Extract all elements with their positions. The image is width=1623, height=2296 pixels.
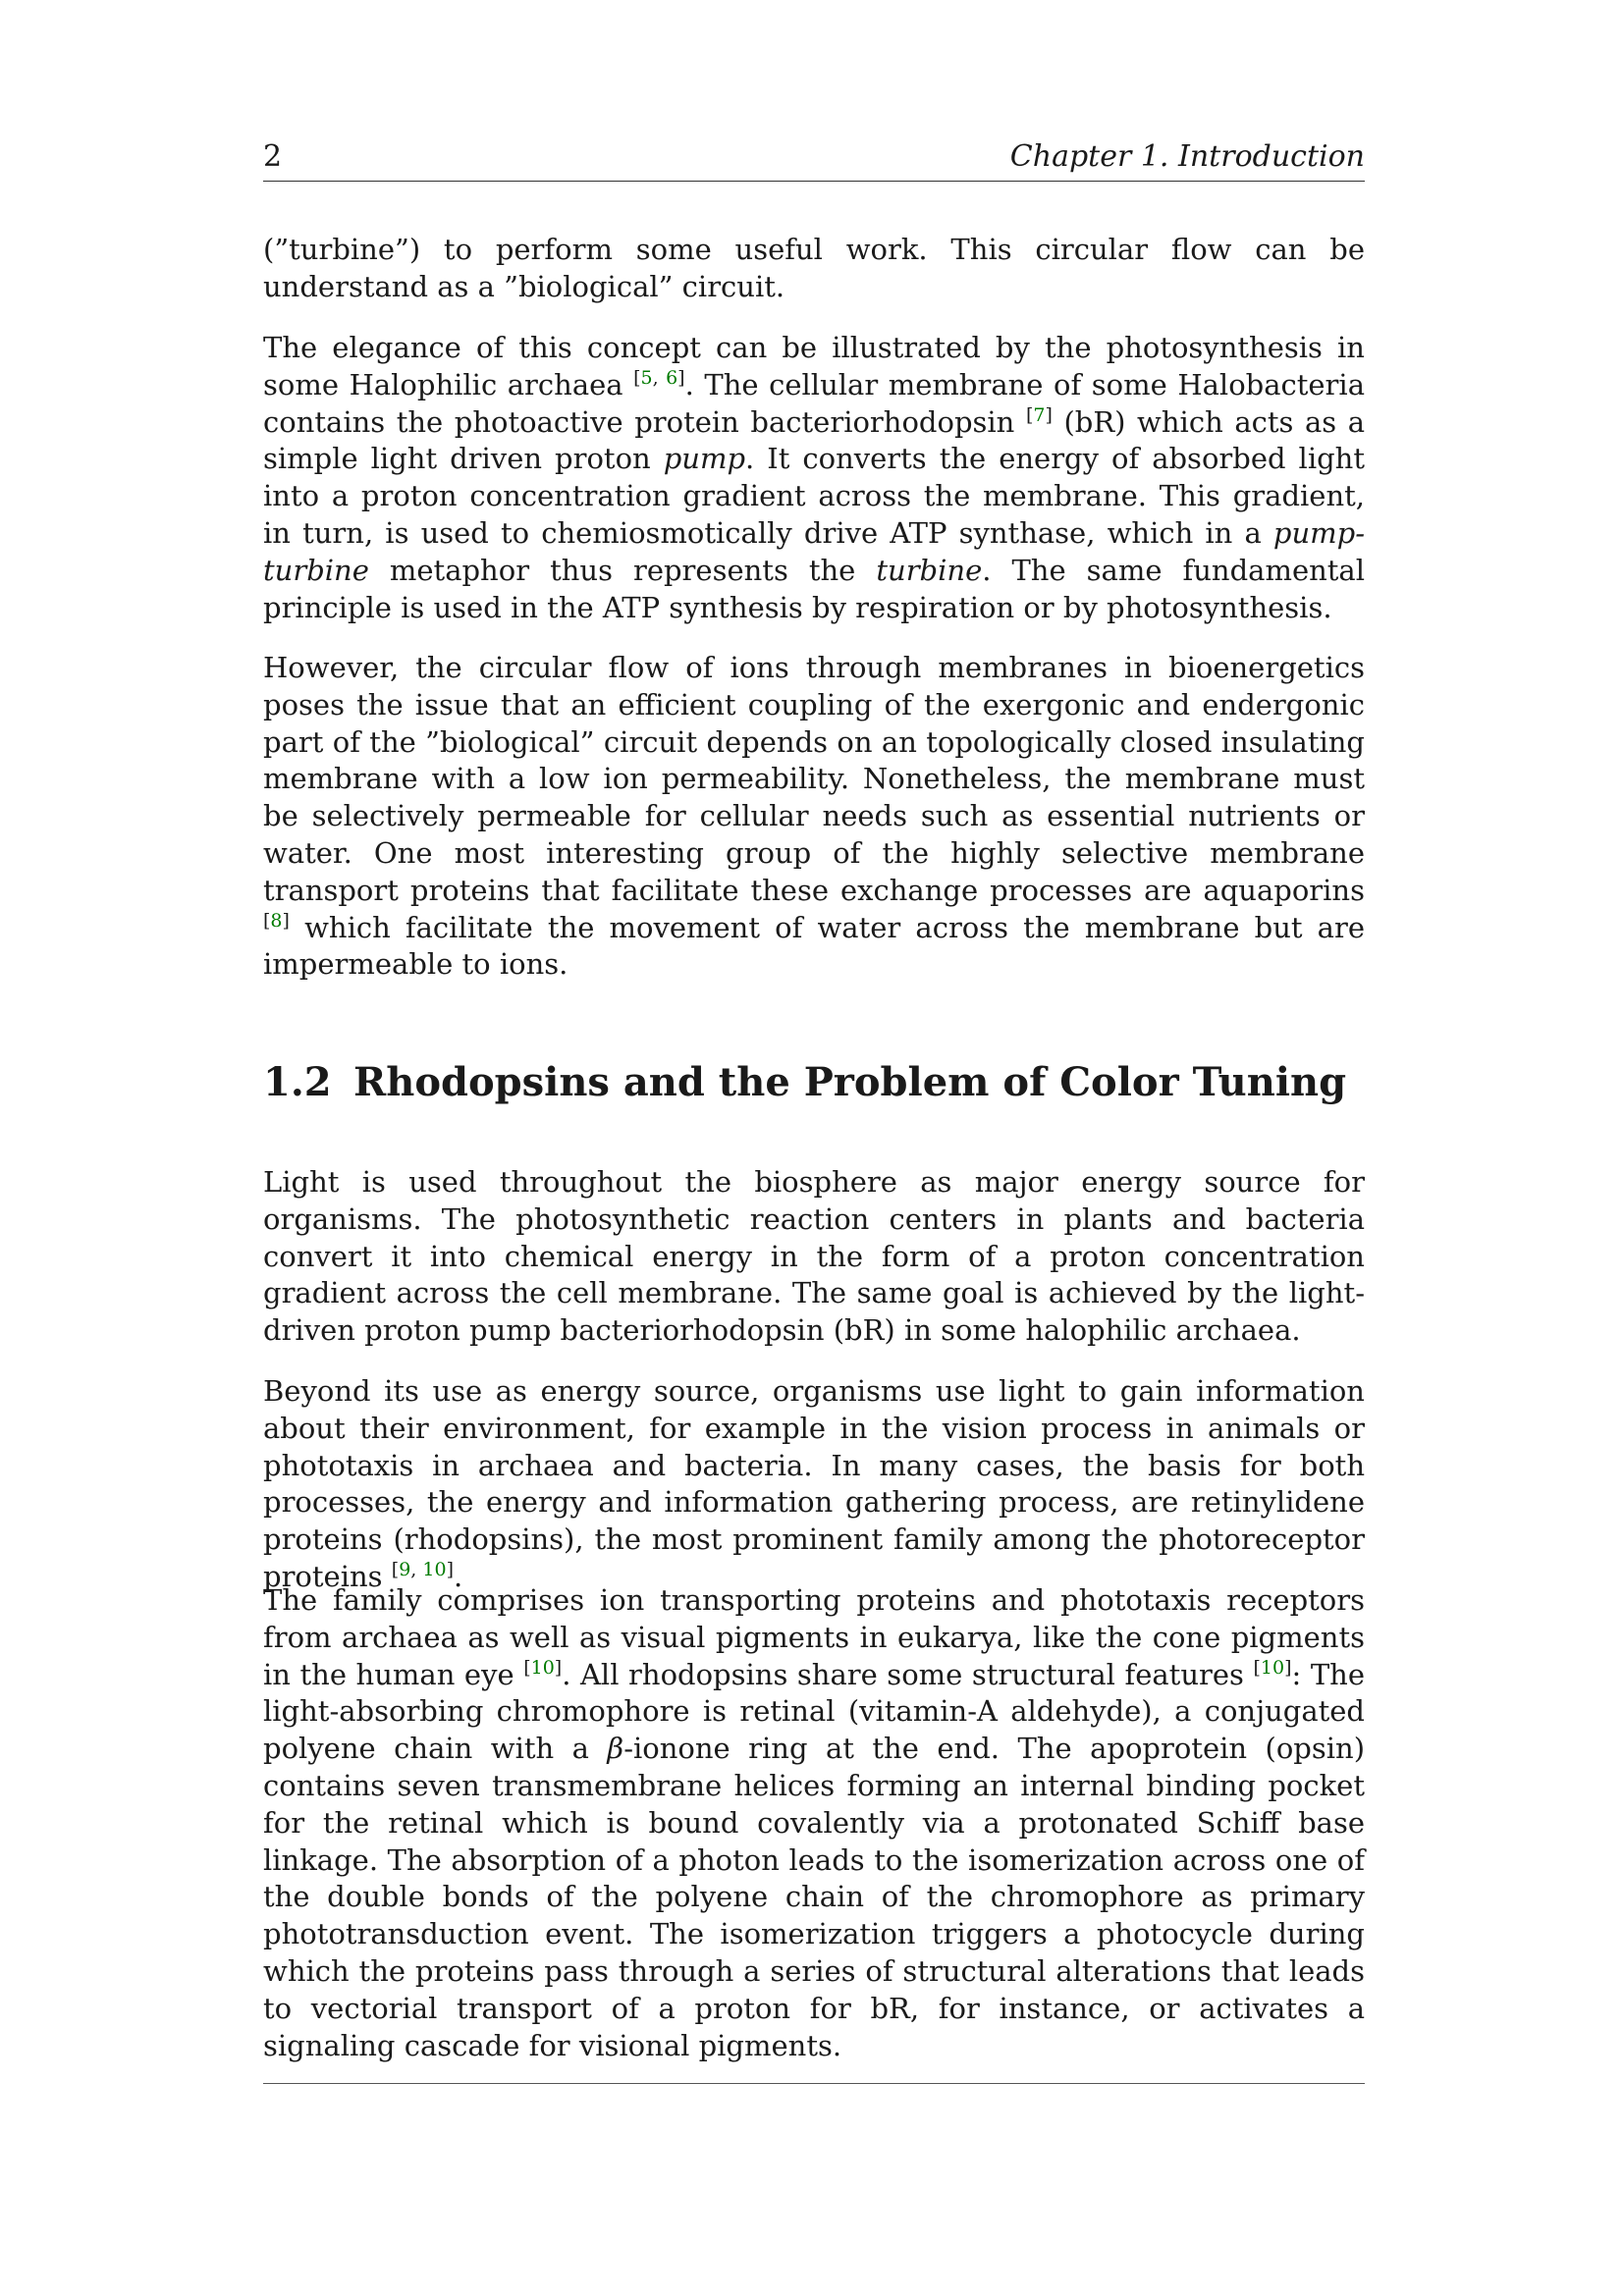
citation-link[interactable]: 10 xyxy=(1260,1656,1285,1679)
emphasis: turbine xyxy=(876,553,983,587)
emphasis: pump-turbine xyxy=(263,515,1365,587)
bracket: [ xyxy=(263,909,271,932)
paragraph-family xyxy=(263,1582,1365,2064)
paragraph-continuation xyxy=(263,232,1365,306)
text-run: (”turbine”) to perform some useful work. This circular flow can be understand as a ”biological” circuit. xyxy=(263,233,1365,303)
paragraph-text xyxy=(263,232,1365,306)
text-run: . It converts the energy of absorbed light into a proton concentration gradient across the membrane. This gradient, in turn, is used to chemiosmotically drive ATP synthase, which in a xyxy=(263,442,1365,550)
citation-link[interactable]: 7 xyxy=(1033,403,1046,426)
citation-separator: , xyxy=(652,366,667,389)
citation-link[interactable]: 9 xyxy=(399,1558,411,1580)
bracket: [ xyxy=(1253,1656,1261,1679)
citation-link[interactable]: 5 xyxy=(640,366,653,389)
text-run: . The same fundamental principle is used in the ATP synthesis by respiration or by photosynthesis. xyxy=(263,553,1365,624)
text-run: . The cellular membrane of some Halobacteria contains the photoactive protein bacteriorhodopsin xyxy=(263,367,1365,439)
paragraph-photosynthesis xyxy=(263,330,1365,626)
citation xyxy=(1253,1657,1291,1679)
emphasis: pump xyxy=(663,442,746,476)
paragraph-text xyxy=(263,330,1365,626)
text-run: Beyond its use as energy source, organisms use light to gain information about their environment, for example in the vision process in animals or phototaxis in archaea and bacteria. In many cases, the basis for both processes, the energy and information gathering process, are retinylidene proteins (rhodopsins), the most prominent family among the photoreceptor proteins xyxy=(263,1374,1365,1593)
citation xyxy=(263,910,290,932)
text-run: metaphor thus represents the xyxy=(368,553,877,587)
citation-separator: , xyxy=(410,1558,423,1580)
text-run: . All rhodopsins share some structural features xyxy=(562,1657,1254,1691)
bracket: ] xyxy=(1284,1656,1292,1679)
running-header xyxy=(263,137,1365,182)
section-heading xyxy=(263,1058,1365,1107)
citation-link[interactable]: 8 xyxy=(270,909,283,932)
page-number: 2 xyxy=(263,139,283,174)
greek-symbol: β xyxy=(607,1732,624,1766)
citation xyxy=(633,367,684,389)
paragraph-light xyxy=(263,1164,1365,1350)
paragraph-text xyxy=(263,650,1365,984)
text-run: Light is used throughout the biosphere as major energy source for organisms. The photosynthetic reaction centers in plants and bacteria convert it into chemical energy in the form of a proton concentration gradient across the cell membrane. The same goal is achieved by the light-driven proton pump bacteriorhodopsin (bR) in some halophilic archaea. xyxy=(263,1165,1365,1348)
citation-link[interactable]: 10 xyxy=(530,1656,555,1679)
text-run: However, the circular flow of ions through membranes in bioenergetics poses the issue that an efficient coupling of the exergonic and endergonic part of the ”biological” circuit depends on an topologically closed insulating membrane with a low ion permeability. Nonetheless, the membrane must be selectively permeable for cellular needs such as essential nutrients or water. One most interesting group of the highly selective membrane transport proteins that facilitate these exchange processes are aquaporins xyxy=(263,651,1365,907)
bracket: [ xyxy=(523,1656,531,1679)
chapter-title: Chapter 1. Introduction xyxy=(1009,139,1365,174)
paragraph-text xyxy=(263,1373,1365,1596)
section-title: Rhodopsins and the Problem of Color Tuning xyxy=(353,1059,1347,1105)
bracket: ] xyxy=(282,909,290,932)
paragraph-information xyxy=(263,1373,1365,1596)
paragraph-text xyxy=(263,1582,1365,2064)
citation xyxy=(1026,404,1053,426)
bracket: [ xyxy=(391,1558,400,1580)
citation-link[interactable]: 6 xyxy=(666,366,678,389)
text-run: (bR) which acts as a simple light driven proton xyxy=(263,404,1365,476)
text-run: The elegance of this concept can be illustrated by the photosynthesis in some Halophilic archaea xyxy=(263,331,1365,401)
section-number: 1.2 xyxy=(263,1059,332,1105)
text-run: . xyxy=(453,1559,463,1593)
bracket: [ xyxy=(1025,403,1034,426)
bracket: ] xyxy=(554,1656,563,1679)
text-run: which facilitate the movement of water across the membrane but are impermeable to ions. xyxy=(263,910,1365,982)
bracket: [ xyxy=(633,366,641,389)
citation xyxy=(392,1559,454,1580)
text-run: -ionone ring at the end. The apoprotein (opsin) contains seven transmembrane helices forming an internal binding pocket for the retinal which is bound covalently via a protonated Schiff base linkage. The absorption of a photon leads to the isomerization across one of the double bonds of the polyene chain of the chromophore as primary phototransduction event. The isomerization triggers a photocycle during which the proteins pass through a series of structural alterations that leads to vectorial transport of a proton for bR, for instance, or activates a signaling cascade for visional pigments. xyxy=(263,1732,1366,2062)
bracket: ] xyxy=(446,1558,454,1580)
paragraph-membranes xyxy=(263,650,1365,984)
citation-link[interactable]: 10 xyxy=(422,1558,447,1580)
footer-rule xyxy=(263,2083,1365,2084)
text-run: : The light-absorbing chromophore is retinal (vitamin-A aldehyde), a conjugated polyene chain with a xyxy=(263,1657,1366,1766)
bracket: ] xyxy=(1045,403,1053,426)
text-run: The family comprises ion transporting proteins and phototaxis receptors from archaea as well as visual pigments in eukarya, like the cone pigments in the human eye xyxy=(263,1583,1365,1691)
bracket: ] xyxy=(677,366,685,389)
citation xyxy=(523,1657,562,1679)
paragraph-text xyxy=(263,1164,1365,1350)
